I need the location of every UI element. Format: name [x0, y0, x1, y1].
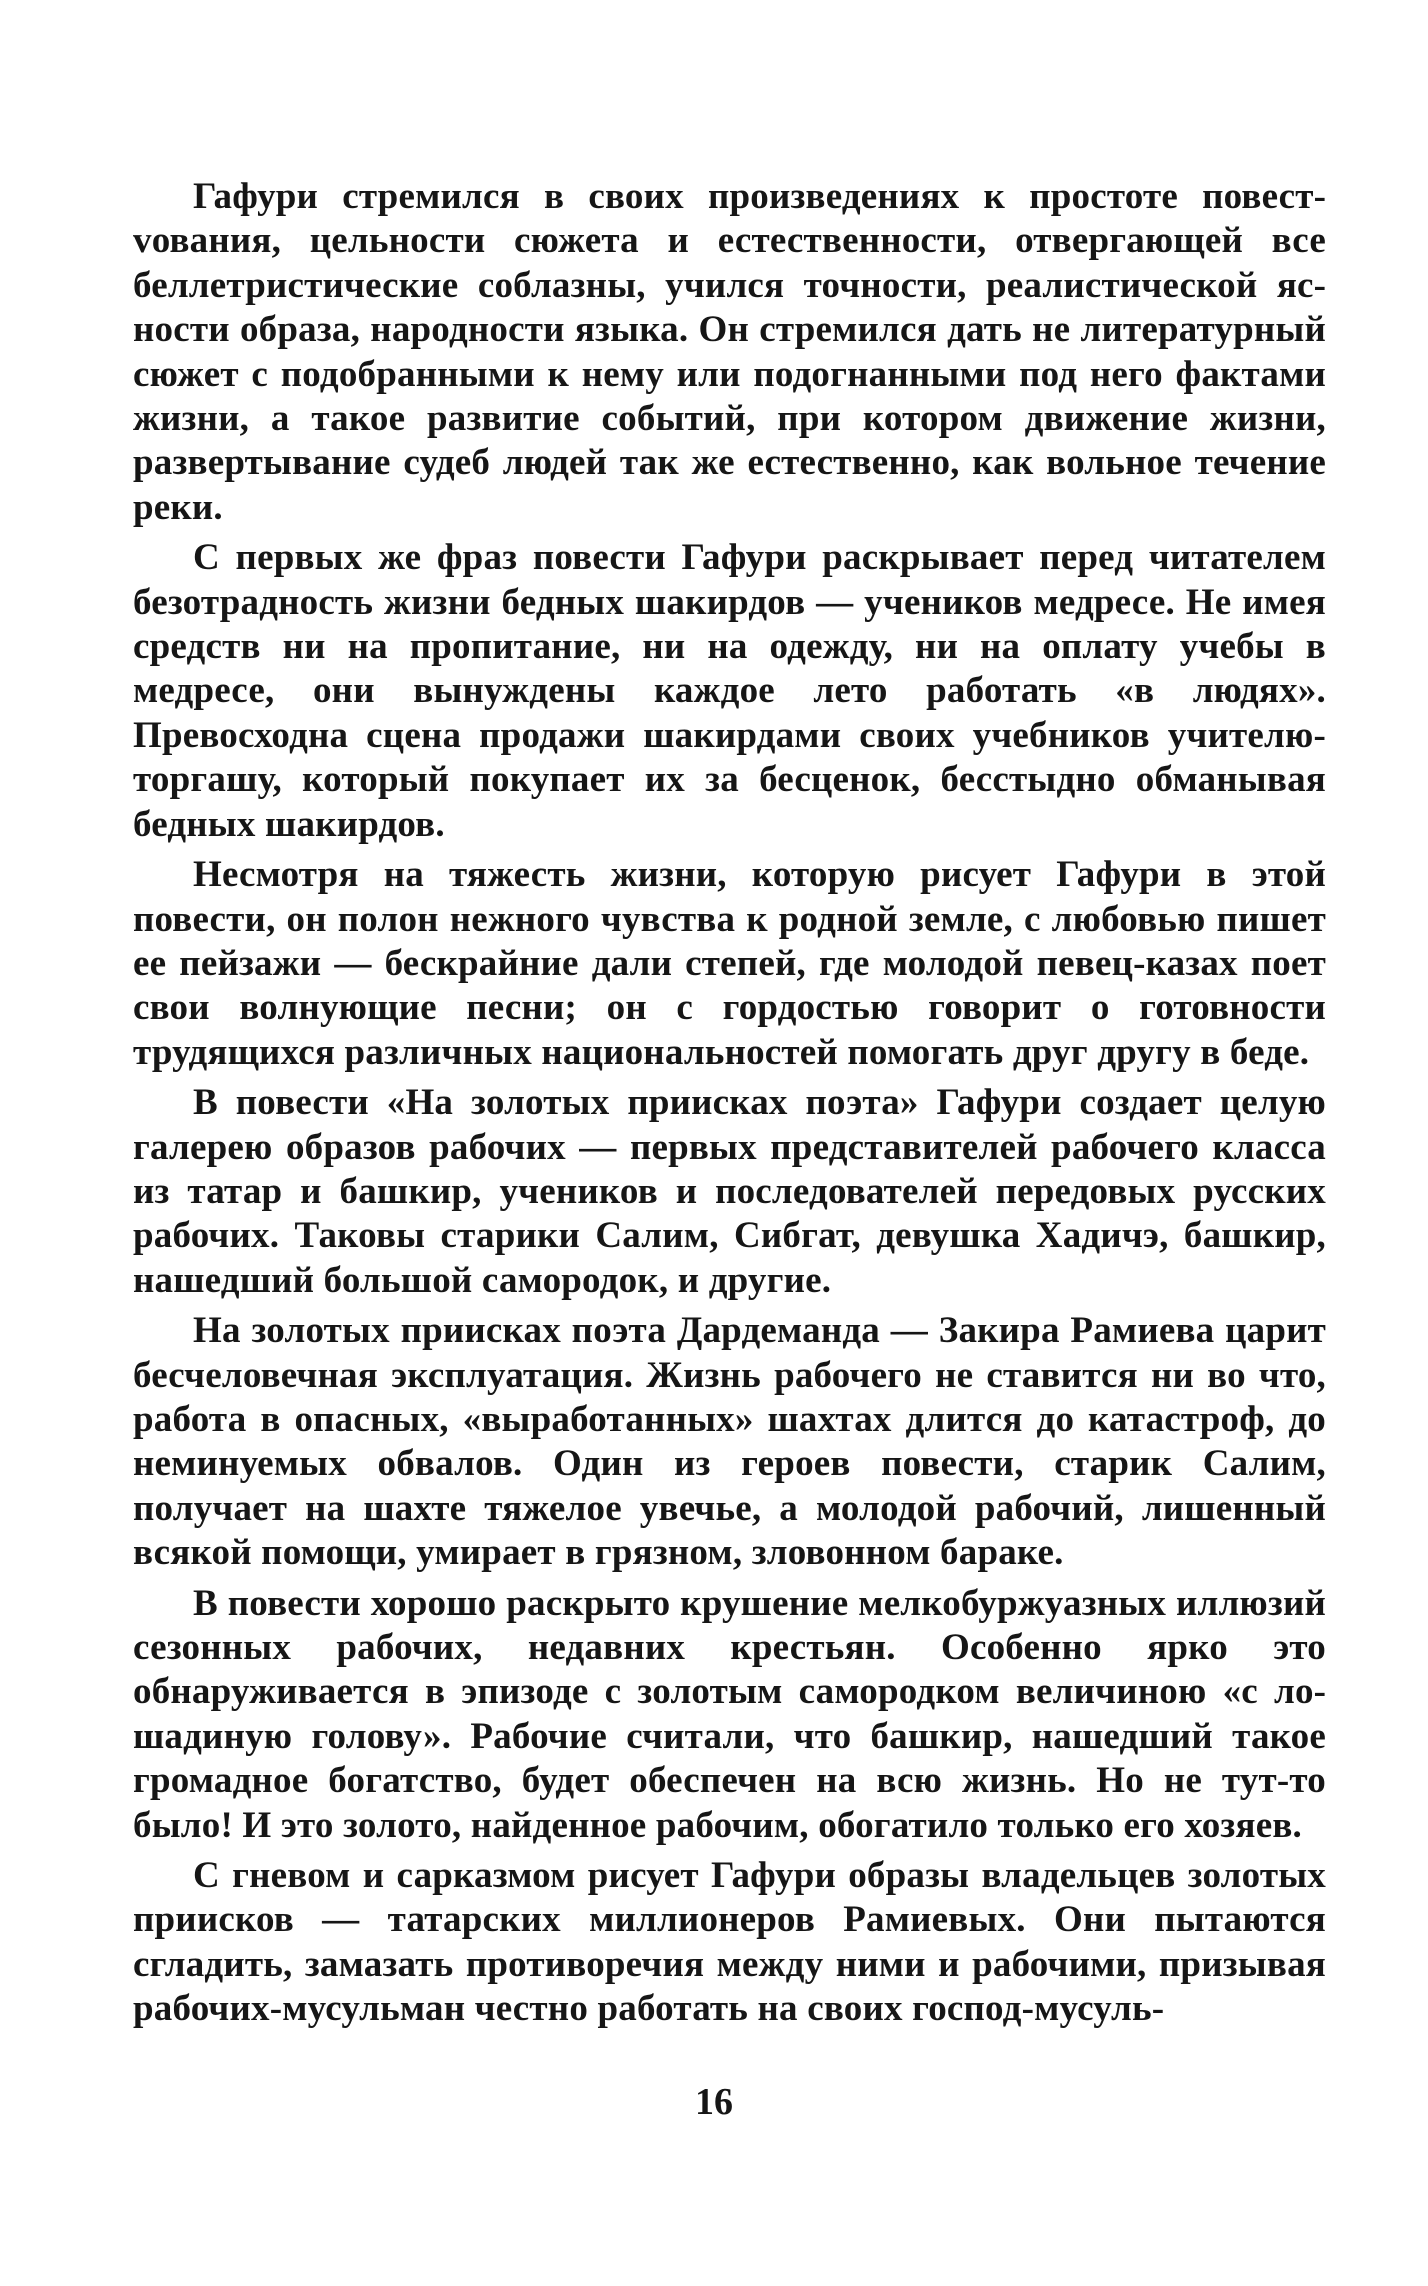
paragraph-3: Несмотря на тяжесть жизни, которую рисует Гафури в этой повести, он полон нежного чувства к родной земле, с любовью пишет ее пейзажи — бескрайние дали степей, где молодой певец-казах поет свои волнующие песни; он с гордостью говорит о готовности трудящихся различных национальностей помогать друг другу в беде. — [133, 854, 1326, 1073]
paragraph-5: На золотых приисках поэта Дардеманда — Закира Рамиева царит бесчеловечная эксплуатация. Жизнь рабочего не ставится ни во что, работа в опасных, «выработанных» шахтах длится до катастроф, до неминуемых обвалов. Один из героев повести, старик Салим, получает на шахте тяжелое увечье, а молодой рабочий, лишенный всякой помощи, умирает в грязном, зловонном бараке. — [133, 1310, 1326, 1574]
page-body — [133, 175, 1326, 2032]
paragraph-2: С первых же фраз повести Гафури раскрывает перед читателем безотрадность жизни бедных шакирдов — учеников медресе. Не имея средств ни на пропитание, ни на одежду, ни на оплату учебы в медресе, они вынуждены каждое лето работать «в людях». Превосходна сцена продажи шакирдами своих учебников учителю-торгашу, который покупает их за бесценок, бесстыдно обманывая бедных шакирдов. — [133, 537, 1326, 845]
paragraph-7: С гневом и сарказмом рисует Гафури образы владельцев золотых приисков — татарских миллионеров Рамиевых. Они пытаются сгладить, замазать противоречия между ними и рабочими, призывая рабочих-мусульман честно работать на своих господ-мусуль- — [133, 1855, 1326, 2030]
paragraph-6: В повести хорошо раскрыто крушение мелкобуржуазных иллюзий сезонных рабочих, недавних крестьян. Особенно ярко это обнаруживается в эпизоде с золотым самородком величиною «с лошадиную голову». Рабочие считали, что башкир, нашедший такое громадное богатство, будет обеспечен на всю жизнь. Но не тут-то было! И это золото, найденное рабочим, обогатило только его хозяев. — [133, 1582, 1326, 1846]
paragraph-4: В повести «На золотых приисках поэта» Гафури создает целую галерею образов рабочих — первых представителей рабочего класса из татар и башкир, учеников и последователей передовых русских рабочих. Таковы старики Салим, Сибгат, девушка Хадичэ, башкир, нашедший большой самородок, и другие. — [133, 1082, 1326, 1301]
paragraph-1: Гафури стремился в своих произведениях к простоте повестvования, цельности сюжета и естественности, отвергающей все беллетристические соблазны, учился точности, реалистической ясности образа, народности языка. Он стремился дать не литературный сюжет с подобранными к нему или подогнанными под него фактами жизни, а такое развитие событий, при котором движение жизни, развертывание судеб людей так же естественно, как вольное течение реки. — [133, 176, 1326, 528]
page-number: 16 — [695, 2081, 733, 2123]
